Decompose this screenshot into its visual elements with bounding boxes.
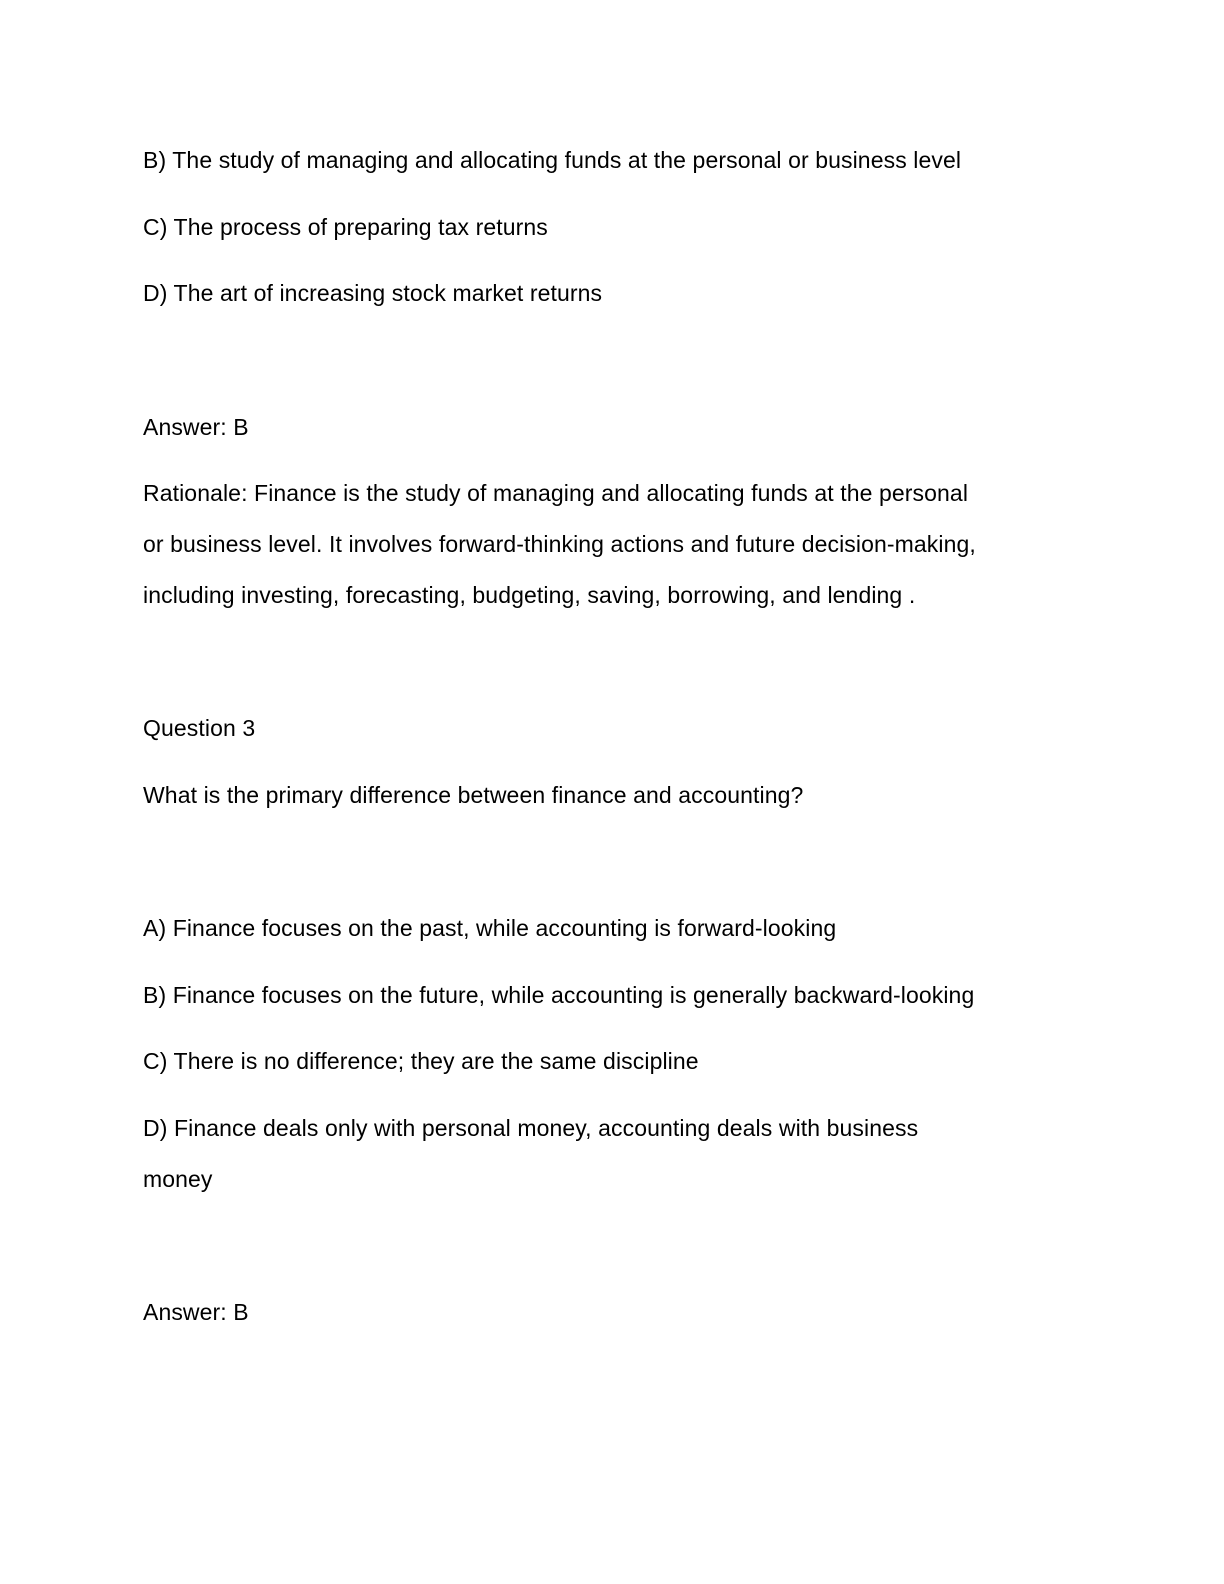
q3-prompt: What is the primary difference between finance and accounting?: [143, 782, 804, 808]
q3-answer: Answer: B: [143, 1299, 249, 1325]
q2-option-b: B) The study of managing and allocating funds at the personal or business level: [143, 147, 962, 173]
q2-answer: Answer: B: [143, 414, 249, 440]
q2-rationale-line1: Rationale: Finance is the study of managing and allocating funds at the personal: [143, 480, 969, 506]
q2-option-d: D) The art of increasing stock market returns: [143, 280, 603, 306]
q2-rationale-line3: including investing, forecasting, budgeting, saving, borrowing, and lending .: [143, 582, 916, 608]
q3-option-d-line1: D) Finance deals only with personal money, accounting deals with business: [143, 1115, 919, 1141]
q3-option-c: C) There is no difference; they are the same discipline: [143, 1048, 699, 1074]
q3-option-b: B) Finance focuses on the future, while accounting is generally backward-looking: [143, 982, 975, 1008]
q3-option-a: A) Finance focuses on the past, while accounting is forward-looking: [143, 915, 837, 941]
q2-option-c: C) The process of preparing tax returns: [143, 214, 548, 240]
q3-option-d-line2: money: [143, 1166, 213, 1192]
q2-rationale-line2: or business level. It involves forward-thinking actions and future decision-making,: [143, 531, 976, 557]
q3-heading: Question 3: [143, 715, 256, 741]
